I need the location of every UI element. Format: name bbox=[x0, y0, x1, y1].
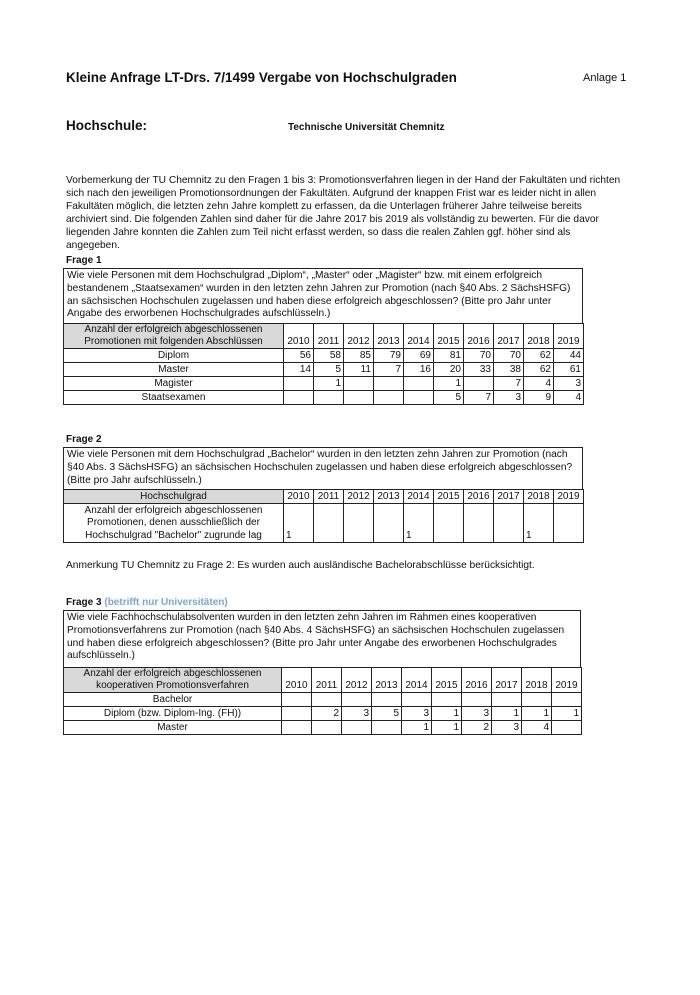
frage2-row-label: Anzahl der erfolgreich abgeschlossenen Promotionen, denen ausschließlich der Hochschulgrad "Bachelor" zugrunde lag bbox=[64, 504, 284, 543]
year-cell: 2016 bbox=[464, 490, 494, 504]
frage1-row-label: Diplom bbox=[64, 349, 284, 363]
frage3-label: Frage 3 bbox=[66, 597, 102, 608]
frage2-heading: Frage 2 bbox=[66, 434, 102, 445]
frage3-value-cell bbox=[402, 693, 432, 707]
frage1-value-cell: 79 bbox=[374, 349, 404, 363]
frage3-value-cell bbox=[432, 693, 462, 707]
frage2-question: Wie viele Personen mit dem Hochschulgrad „Bachelor“ wurden in den letzten zehn Jahren zur Promotion (nach §40 Abs. 3 SächsHSFG) an sächsischen Hochschulen zugelassen und haben diese erfolgreich abgeschlossen? (Bitte pro Jahr aufschlüsseln.) bbox=[63, 447, 583, 489]
frage2-header-cell: Hochschulgrad bbox=[64, 490, 284, 504]
year-cell: 2017 bbox=[494, 324, 524, 349]
year-cell: 2010 bbox=[282, 668, 312, 693]
year-cell: 2013 bbox=[374, 324, 404, 349]
frage3-value-cell: 4 bbox=[522, 721, 552, 735]
frage3-question: Wie viele Fachhochschulabsolventen wurden in den letzten zehn Jahren im Rahmen eines kooperativen Promotionsverfahrens zur Promotion (nach §40 Abs. 4 SächsHSFG) an sächsischen Hochschulen zugelassen und haben diese erfolgreich abgeschlossen? (Bitte pro Jahr unter Angabe des erworbenen Hochschulgrades aufschlüsseln.) bbox=[63, 610, 581, 667]
frage3-value-cell: 1 bbox=[432, 721, 462, 735]
frage1-value-cell: 62 bbox=[524, 363, 554, 377]
year-cell: 2013 bbox=[372, 668, 402, 693]
frage1-value-cell: 11 bbox=[344, 363, 374, 377]
frage1-value-cell bbox=[314, 391, 344, 405]
year-cell: 2016 bbox=[464, 324, 494, 349]
frage1-value-cell: 1 bbox=[434, 377, 464, 391]
year-cell: 2018 bbox=[524, 490, 554, 504]
university-label: Hochschule: bbox=[66, 118, 148, 133]
frage1-row bbox=[64, 363, 584, 377]
frage3-value-cell bbox=[552, 693, 582, 707]
year-cell: 2019 bbox=[554, 324, 584, 349]
frage3-row-label: Bachelor bbox=[64, 693, 282, 707]
frage3-header-row bbox=[64, 668, 582, 693]
frage1-value-cell: 9 bbox=[524, 391, 554, 405]
frage1-row bbox=[64, 349, 584, 363]
frage1-value-cell: 7 bbox=[464, 391, 494, 405]
frage1-value-cell bbox=[344, 377, 374, 391]
frage3-table bbox=[63, 667, 582, 735]
frage1-row-label: Staatsexamen bbox=[64, 391, 284, 405]
year-cell: 2017 bbox=[492, 668, 522, 693]
frage3-value-cell bbox=[372, 721, 402, 735]
year-cell: 2018 bbox=[524, 324, 554, 349]
year-cell: 2016 bbox=[462, 668, 492, 693]
frage1-value-cell bbox=[374, 377, 404, 391]
frage1-value-cell bbox=[374, 391, 404, 405]
frage2-table bbox=[63, 489, 584, 543]
year-cell: 2010 bbox=[284, 324, 314, 349]
frage1-value-cell: 70 bbox=[464, 349, 494, 363]
frage3-row bbox=[64, 707, 582, 721]
frage3-value-cell bbox=[342, 721, 372, 735]
frage3-value-cell: 5 bbox=[372, 707, 402, 721]
year-cell: 2012 bbox=[344, 490, 374, 504]
frage1-value-cell: 16 bbox=[404, 363, 434, 377]
frage3-row-label: Diplom (bzw. Diplom-Ing. (FH)) bbox=[64, 707, 282, 721]
frage1-value-cell bbox=[284, 391, 314, 405]
frage1-value-cell: 5 bbox=[314, 363, 344, 377]
frage3-value-cell bbox=[312, 721, 342, 735]
frage3-value-cell: 1 bbox=[492, 707, 522, 721]
year-cell: 2015 bbox=[434, 324, 464, 349]
frage3-value-cell bbox=[282, 707, 312, 721]
frage1-value-cell: 33 bbox=[464, 363, 494, 377]
frage2-value-cell bbox=[464, 504, 494, 543]
frage3-value-cell: 3 bbox=[342, 707, 372, 721]
frage3-row bbox=[64, 693, 582, 707]
year-cell: 2014 bbox=[402, 668, 432, 693]
frage3-value-cell: 2 bbox=[462, 721, 492, 735]
frage3-row-label: Master bbox=[64, 721, 282, 735]
year-cell: 2012 bbox=[344, 324, 374, 349]
year-cell: 2011 bbox=[312, 668, 342, 693]
frage3-value-cell bbox=[342, 693, 372, 707]
year-cell: 2014 bbox=[404, 490, 434, 504]
frage1-row bbox=[64, 391, 584, 405]
annex-label: Anlage 1 bbox=[583, 72, 627, 84]
frage1-row-label: Master bbox=[64, 363, 284, 377]
frage1-heading: Frage 1 bbox=[66, 255, 102, 266]
year-cell: 2015 bbox=[434, 490, 464, 504]
frage1-value-cell: 61 bbox=[554, 363, 584, 377]
frage1-row-label: Magister bbox=[64, 377, 284, 391]
frage1-value-cell: 7 bbox=[494, 377, 524, 391]
frage3-value-cell bbox=[372, 693, 402, 707]
frage2-value-cell bbox=[344, 504, 374, 543]
year-cell: 2012 bbox=[342, 668, 372, 693]
year-cell: 2011 bbox=[314, 490, 344, 504]
frage1-value-cell: 1 bbox=[314, 377, 344, 391]
frage3-value-cell: 2 bbox=[312, 707, 342, 721]
frage3-value-cell: 3 bbox=[402, 707, 432, 721]
frage3-value-cell: 1 bbox=[432, 707, 462, 721]
frage2-value-cell bbox=[314, 504, 344, 543]
frage1-header-cell: Anzahl der erfolgreich abgeschlossenen Promotionen mit folgenden Abschlüssen bbox=[64, 324, 284, 349]
year-cell: 2015 bbox=[432, 668, 462, 693]
year-cell: 2019 bbox=[554, 490, 584, 504]
year-cell: 2013 bbox=[374, 490, 404, 504]
frage1-value-cell: 62 bbox=[524, 349, 554, 363]
frage1-value-cell: 14 bbox=[284, 363, 314, 377]
frage1-value-cell: 20 bbox=[434, 363, 464, 377]
frage1-value-cell: 7 bbox=[374, 363, 404, 377]
frage1-value-cell bbox=[404, 377, 434, 391]
frage2-value-cell: 1 bbox=[524, 504, 554, 543]
document-title: Kleine Anfrage LT-Drs. 7/1499 Vergabe von Hochschulgraden bbox=[66, 70, 457, 85]
frage3-value-cell bbox=[282, 721, 312, 735]
frage3-row bbox=[64, 721, 582, 735]
frage3-value-cell bbox=[522, 693, 552, 707]
frage3-value-cell bbox=[552, 721, 582, 735]
frage1-value-cell: 44 bbox=[554, 349, 584, 363]
frage2-header-row bbox=[64, 490, 584, 504]
frage3-value-cell: 1 bbox=[522, 707, 552, 721]
frage3-value-cell bbox=[312, 693, 342, 707]
university-name: Technische Universität Chemnitz bbox=[288, 122, 445, 133]
year-cell: 2014 bbox=[404, 324, 434, 349]
frage1-value-cell bbox=[344, 391, 374, 405]
frage2-remark: Anmerkung TU Chemnitz zu Frage 2: Es wurden auch ausländische Bachelorabschlüsse berücksichtigt. bbox=[66, 560, 535, 571]
frage1-question: Wie viele Personen mit dem Hochschulgrad „Diplom“, „Master“ oder „Magister“ bzw. mit einem erfolgreich bestandenem „Staatsexamen“ wurden in den letzten zehn Jahren zur Promotion (nach §40 Abs. 2 SächsHSFG) an sächsischen Hochschulen zugelassen und haben diese erfolgreich abgeschlossen? (Bitte pro Jahr unter Angabe des erworbenen Hochschulgrades aufschlüsseln.) bbox=[63, 268, 583, 323]
frage1-table bbox=[63, 323, 584, 405]
frage1-row bbox=[64, 377, 584, 391]
frage1-value-cell: 70 bbox=[494, 349, 524, 363]
frage3-value-cell: 3 bbox=[492, 721, 522, 735]
frage1-value-cell: 56 bbox=[284, 349, 314, 363]
frage2-value-cell bbox=[434, 504, 464, 543]
year-cell: 2011 bbox=[314, 324, 344, 349]
frage2-row bbox=[64, 504, 584, 543]
frage2-value-cell bbox=[554, 504, 584, 543]
frage1-value-cell: 3 bbox=[494, 391, 524, 405]
year-cell: 2018 bbox=[522, 668, 552, 693]
frage2-value-cell bbox=[494, 504, 524, 543]
frage1-value-cell: 85 bbox=[344, 349, 374, 363]
frage3-note: (betrifft nur Universitäten) bbox=[104, 597, 228, 608]
frage3-value-cell bbox=[282, 693, 312, 707]
frage3-value-cell bbox=[492, 693, 522, 707]
year-cell: 2017 bbox=[494, 490, 524, 504]
frage3-heading bbox=[66, 597, 228, 608]
year-cell: 2010 bbox=[284, 490, 314, 504]
frage1-value-cell: 4 bbox=[554, 391, 584, 405]
frage2-value-cell: 1 bbox=[404, 504, 434, 543]
frage1-value-cell bbox=[404, 391, 434, 405]
frage1-value-cell: 81 bbox=[434, 349, 464, 363]
frage1-value-cell: 4 bbox=[524, 377, 554, 391]
frage1-value-cell: 3 bbox=[554, 377, 584, 391]
frage2-value-cell bbox=[374, 504, 404, 543]
frage1-value-cell bbox=[464, 377, 494, 391]
frage1-value-cell: 69 bbox=[404, 349, 434, 363]
frage3-value-cell: 1 bbox=[552, 707, 582, 721]
frage2-value-cell: 1 bbox=[284, 504, 314, 543]
frage1-value-cell: 38 bbox=[494, 363, 524, 377]
frage3-value-cell: 3 bbox=[462, 707, 492, 721]
intro-paragraph: Vorbemerkung der TU Chemnitz zu den Fragen 1 bis 3: Promotionsverfahren liegen in der Hand der Fakultäten und richten sich nach den jeweiligen Promotionsordnungen der Fakultäten. Aufgrund der knappen Frist war es leider nicht in allen Fakultäten möglich, die letzten zehn Jahre komplett zu erfassen, da die Unterlagen früherer Jahre teilweise bereits archiviert sind. Die folgenden Zahlen sind daher für die Jahre 2017 bis 2019 als vollständig zu bewerten. Für die davor liegenden Jahre konnten die Zahlen zum Teil nicht erfasst werden, so dass die realen Zahlen ggf. höher sind als angegeben. bbox=[66, 175, 621, 251]
year-cell: 2019 bbox=[552, 668, 582, 693]
frage3-value-cell: 1 bbox=[402, 721, 432, 735]
frage1-value-cell: 5 bbox=[434, 391, 464, 405]
frage1-value-cell: 58 bbox=[314, 349, 344, 363]
frage3-header-cell: Anzahl der erfolgreich abgeschlossenen kooperativen Promotionsverfahren bbox=[64, 668, 282, 693]
frage1-value-cell bbox=[284, 377, 314, 391]
frage3-value-cell bbox=[462, 693, 492, 707]
frage1-header-row bbox=[64, 324, 584, 349]
